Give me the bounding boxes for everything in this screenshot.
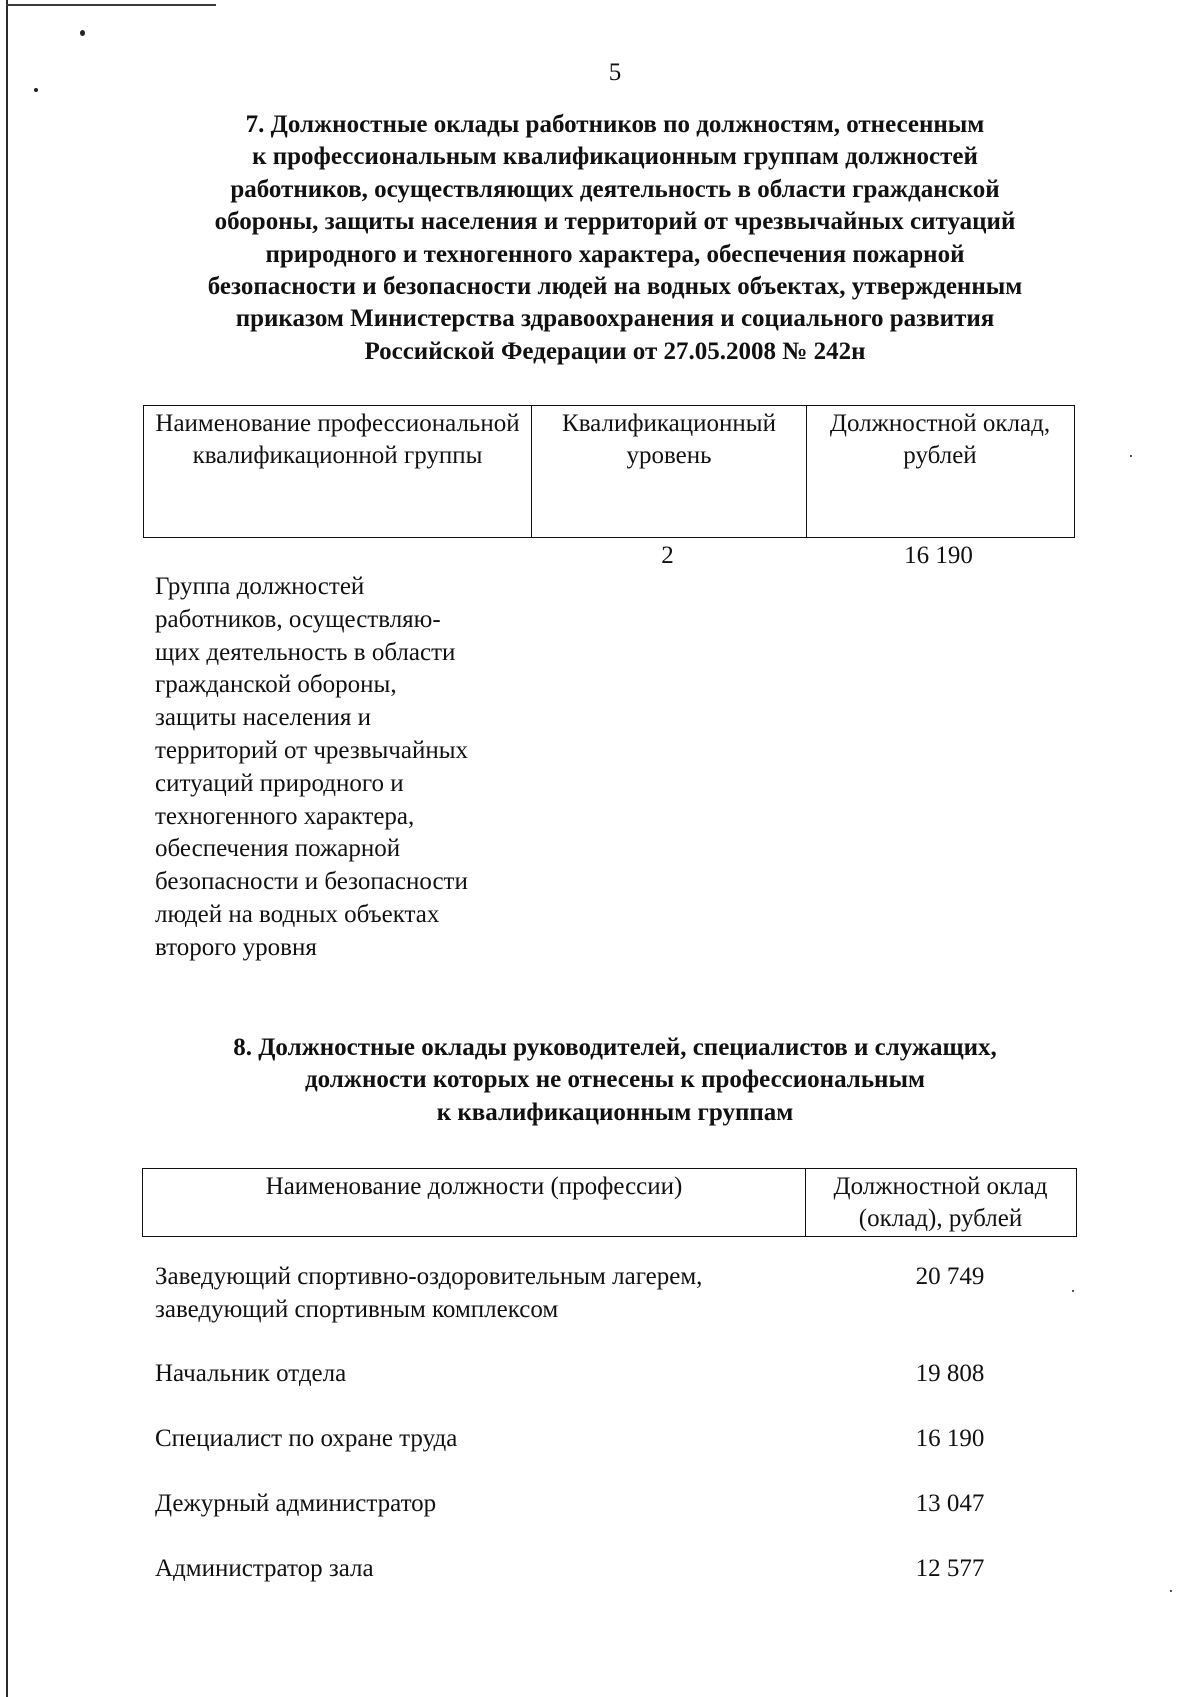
section-7-table-header: [143, 405, 1075, 538]
cell-line: Дежурный администратор: [155, 1490, 437, 1517]
page-number: 5: [608, 59, 622, 86]
table-cell-position-name: [155, 1358, 815, 1391]
table-cell-salary: 16 190: [904, 542, 973, 569]
section-8-table-header: [142, 1168, 1077, 1237]
cell-line: обеспечения пожарной: [155, 835, 401, 863]
column-header-salary: Должностной оклад, рублей: [806, 406, 1073, 537]
cell-line: Специалист по охране труда: [155, 1425, 458, 1452]
table-cell-position-name: [155, 1553, 815, 1586]
cell-line: людей на водных объектах: [155, 900, 440, 928]
cell-line: защиты населения и: [155, 704, 372, 732]
cell-line: заведующий спортивным комплексом: [155, 1295, 559, 1323]
cell-line: второго уровня: [155, 933, 317, 961]
cell-line: Начальник отдела: [155, 1360, 347, 1387]
cell-line: Администратор зала: [155, 1555, 374, 1582]
table-cell-salary: 13 047: [915, 1490, 985, 1517]
cell-line: территорий от чрезвычайных: [155, 736, 469, 764]
section-8-heading: [150, 1032, 1080, 1129]
table-cell-salary: 16 190: [915, 1425, 985, 1452]
table-cell-level: 2: [661, 542, 674, 569]
scan-speck: [1130, 455, 1132, 457]
cell-line: щих деятельность в области: [155, 638, 456, 666]
table-cell-position-name: [155, 1488, 815, 1521]
heading-line: приказом Министерства здравоохранения и социального развития: [235, 305, 995, 333]
table-cell-salary: 20 749: [915, 1263, 985, 1290]
cell-line: работников, осуществляю-: [155, 605, 441, 633]
cell-line: ситуаций природного и: [155, 769, 404, 797]
table-cell-position-name: [155, 1423, 815, 1456]
table-cell-salary: 12 577: [915, 1555, 985, 1582]
cell-line: техногенного характера,: [155, 802, 415, 830]
scan-speck: [80, 30, 85, 36]
scan-border-left: [6, 0, 8, 1697]
heading-line: обороны, защиты населения и территорий от чрезвычайных ситуаций: [214, 208, 1016, 236]
cell-line: Группа должностей: [155, 573, 365, 600]
heading-line: к профессиональным квалификационным группам должностей: [252, 143, 978, 171]
heading-line: к квалификационным группам: [436, 1098, 794, 1126]
scan-speck: [1170, 1590, 1172, 1592]
section-7-heading: [150, 109, 1080, 368]
table-cell-group-name: [155, 571, 525, 965]
column-header-position-name: Наименование должности (профессии): [265, 1173, 683, 1200]
heading-line: 8. Должностные оклады руководителей, специалистов и служащих,: [233, 1034, 997, 1061]
heading-line: должности которых не отнесены к профессиональным: [304, 1066, 926, 1094]
scan-speck: [34, 88, 38, 92]
column-header-salary: Должностной оклад (оклад), рублей: [805, 1169, 1075, 1236]
table-cell-position-name: [155, 1261, 815, 1326]
heading-line: Российской Федерации от 27.05.2008 № 242н: [364, 337, 866, 365]
scan-border-top: [6, 4, 216, 6]
heading-line: работников, осуществляющих деятельность в области гражданской: [230, 175, 1000, 203]
heading-line: безопасности и безопасности людей на водных объектах, утвержденным: [207, 273, 1023, 301]
table-cell-salary: 19 808: [915, 1360, 985, 1387]
column-header-group-name: Наименование профессиональной квалификационной группы: [155, 410, 520, 469]
cell-line: гражданской обороны,: [155, 671, 397, 699]
heading-line: 7. Должностные оклады работников по должностям, отнесенным: [245, 111, 985, 138]
cell-line: Заведующий спортивно-оздоровительным лагерем,: [155, 1263, 703, 1290]
heading-line: природного и техногенного характера, обеспечения пожарной: [265, 240, 965, 268]
cell-line: безопасности и безопасности: [155, 868, 468, 896]
column-header-level: Квалификационный уровень: [531, 406, 806, 537]
